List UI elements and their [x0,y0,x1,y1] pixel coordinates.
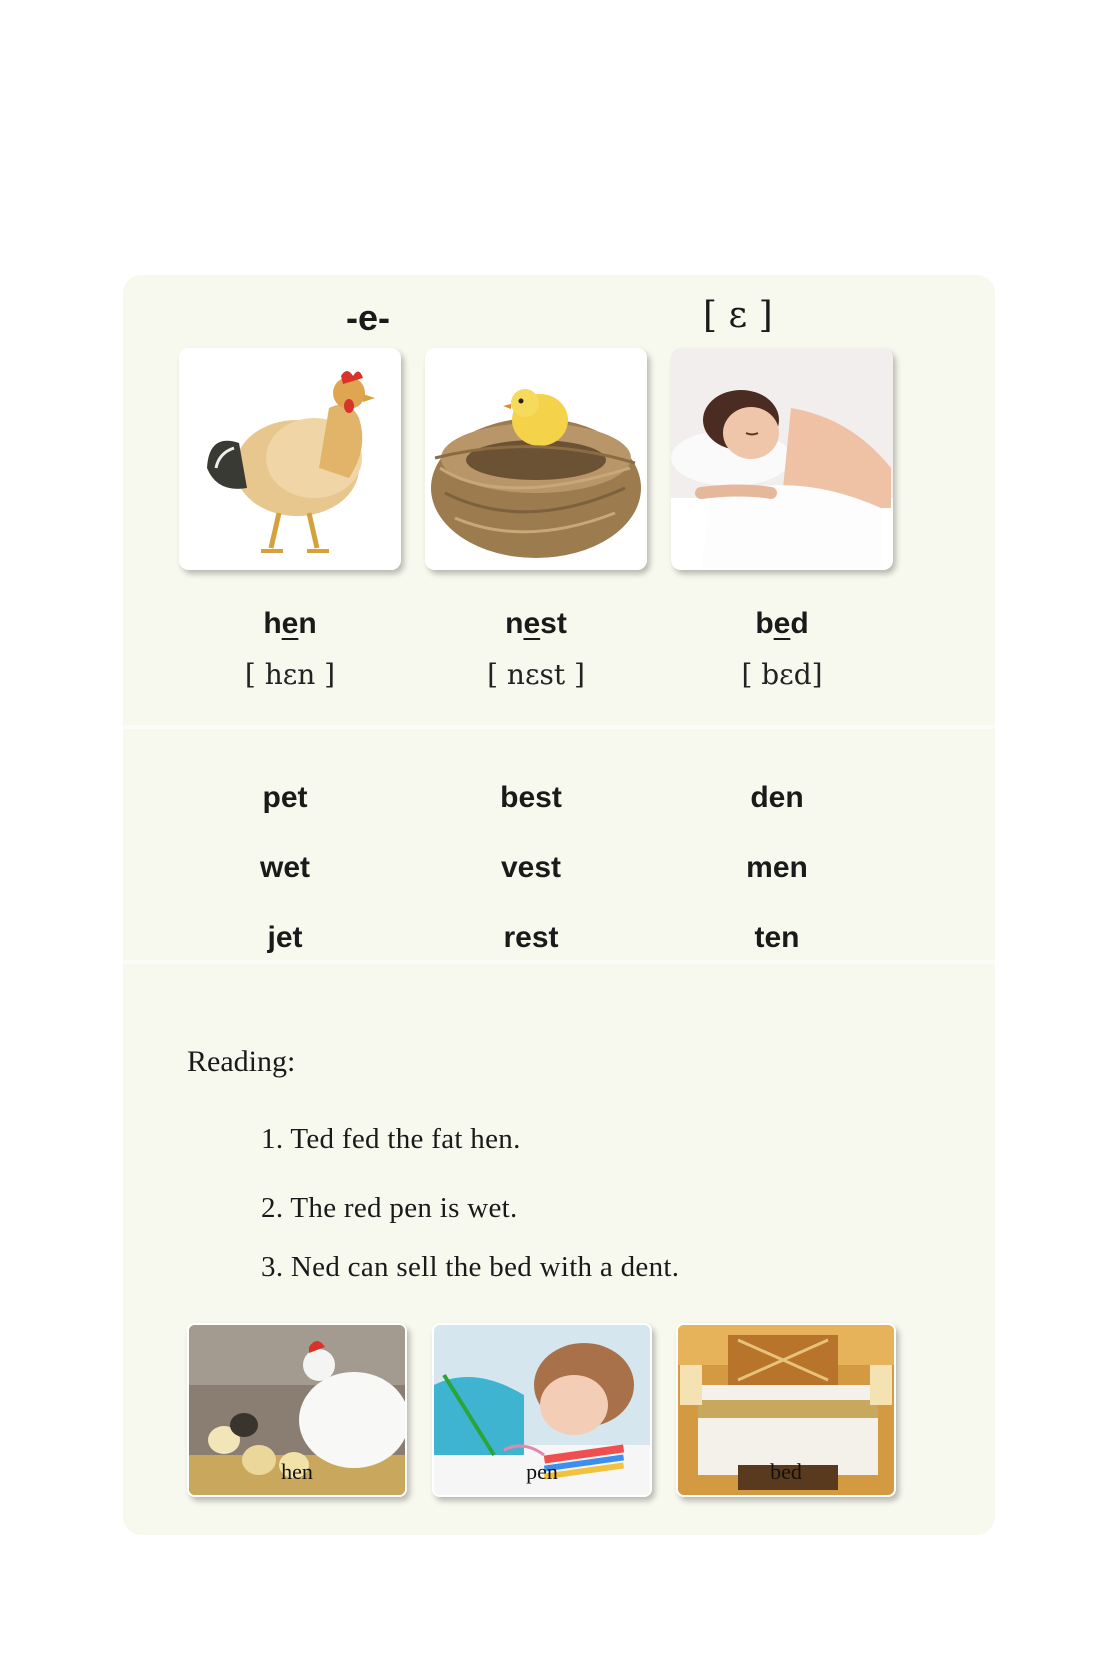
nest-photo [425,348,647,570]
reading-sentence: 1. Ted fed the fat hen. [261,1123,521,1155]
thumb-caption: bed [770,1459,802,1484]
sleeping-woman-photo [671,348,893,570]
word-list-item: men [746,851,808,884]
word-list-item: wet [259,851,310,884]
word-list-item: best [500,781,562,814]
section-divider [123,725,995,729]
word-list-item: rest [503,921,559,954]
word-list-item: vest [500,851,562,884]
word-list-item: ten [754,921,800,954]
hen-photo [179,348,401,570]
word-list-item: pet [262,781,308,814]
section-divider [123,960,995,964]
phoneme-symbol: [ ɛ ] [703,295,773,336]
reading-sentence: 2. The red pen is wet. [261,1192,518,1224]
keyword-hen: hen [263,607,317,640]
spelling-pattern: -e- [346,297,390,338]
hen-chicks-photo [187,1323,407,1497]
ipa-bed: [ bɛd] [741,658,823,691]
ipa-nest: [ nɛst ] [487,658,585,691]
word-list-item: den [750,781,804,814]
word-list-item: jet [267,921,303,954]
thumb-caption: hen [281,1459,313,1484]
keyword-bed: bed [755,607,809,640]
reading-sentence: 3. Ned can sell the bed with a dent. [261,1251,680,1283]
girl-drawing-photo [432,1323,652,1497]
keyword-nest: nest [505,607,567,640]
ipa-hen: [ hɛn ] [244,658,336,691]
lesson-card [123,275,995,1535]
bedroom-photo [676,1323,896,1497]
thumb-caption: pen [526,1459,558,1484]
reading-label: Reading: [187,1045,296,1078]
